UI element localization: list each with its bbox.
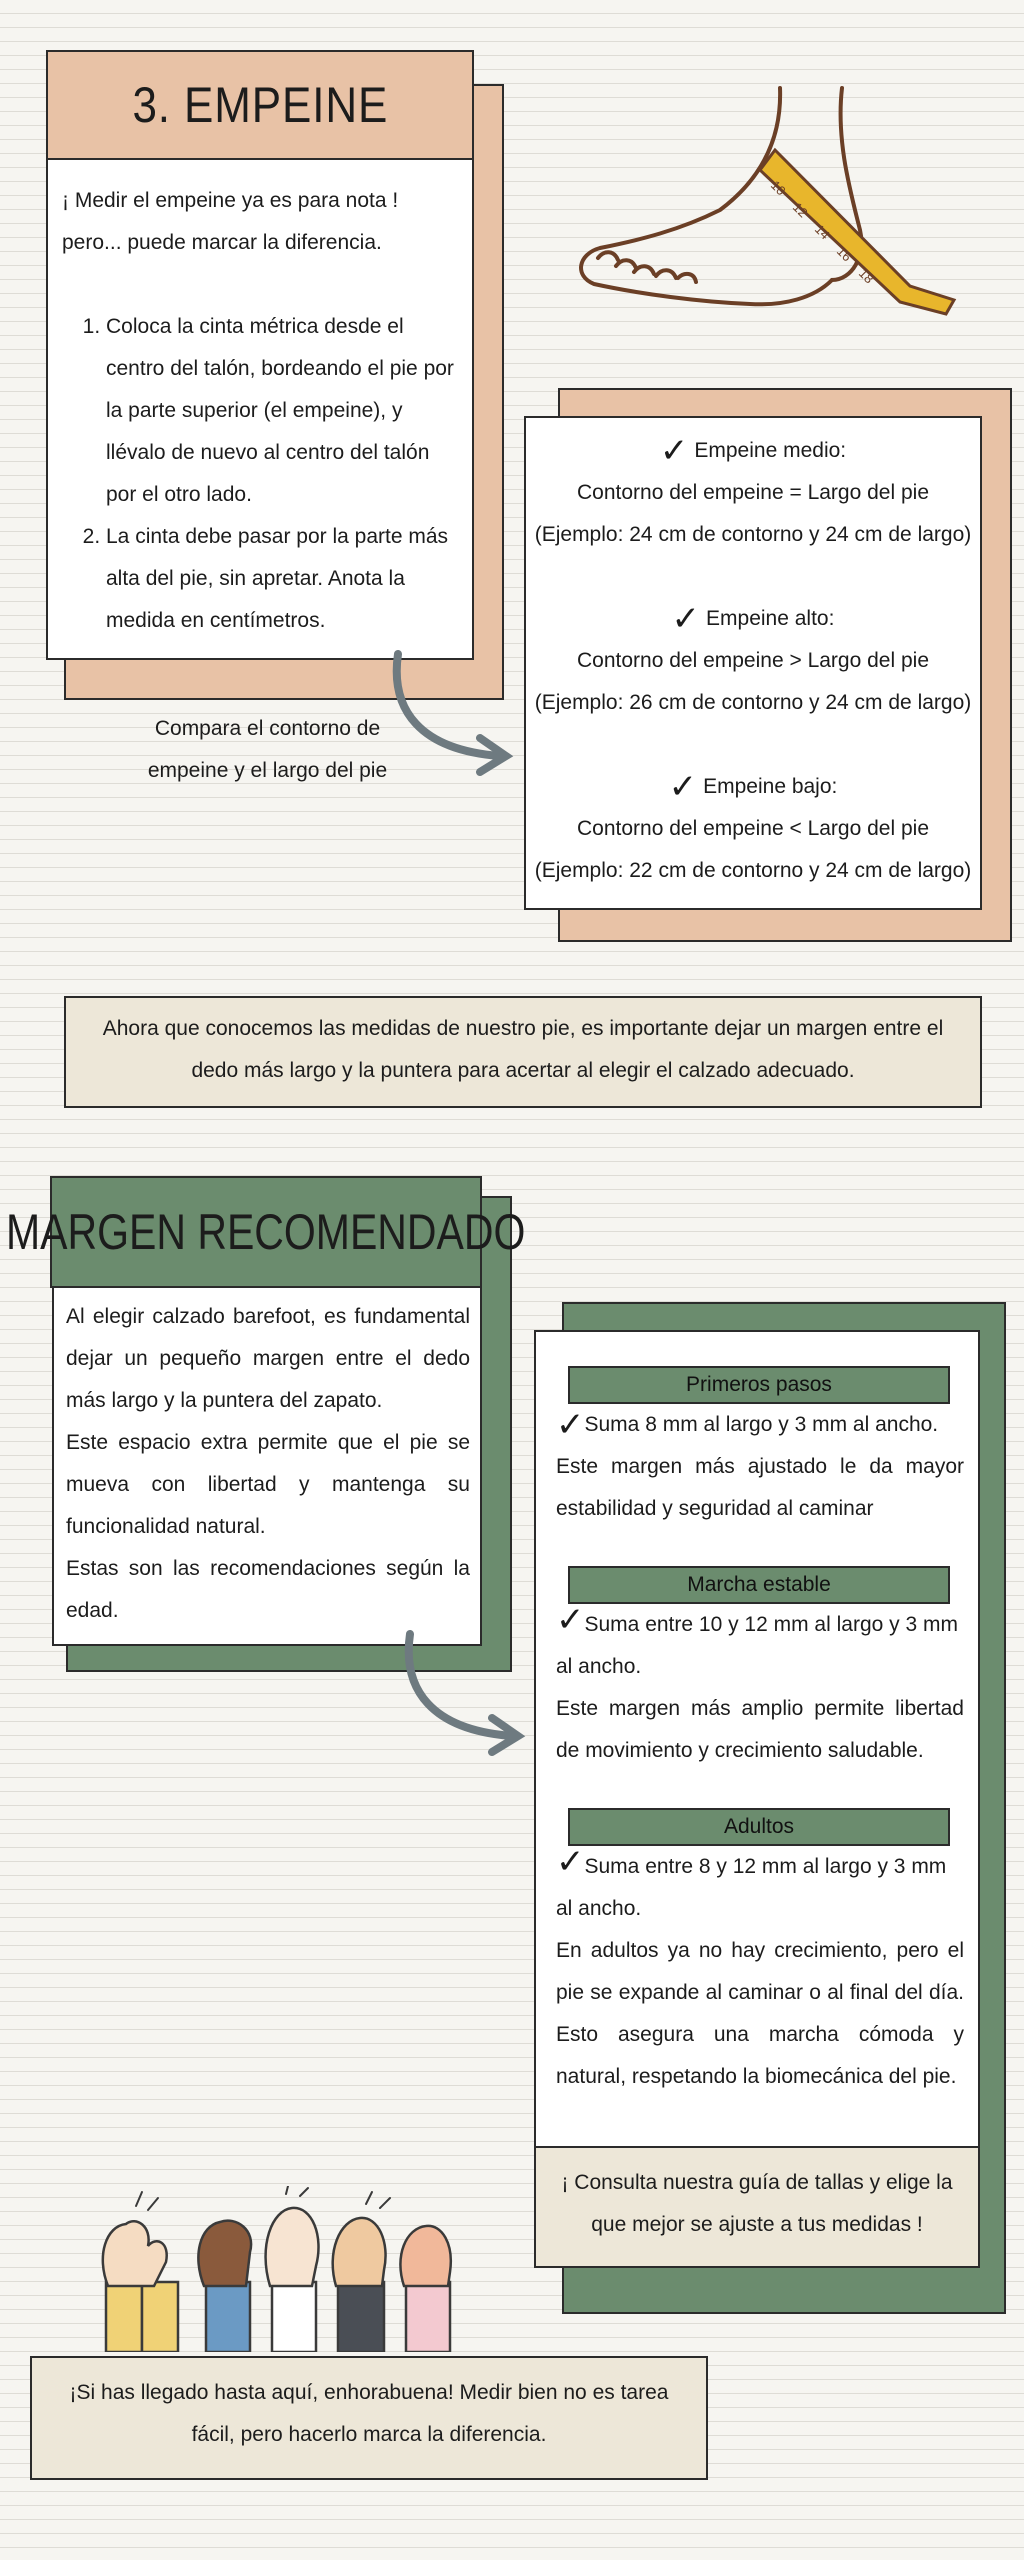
empeine-type-example: (Ejemplo: 26 cm de contorno y 24 cm de largo) [534,691,972,714]
recommendation-tag: Marcha estable [568,1566,950,1604]
curved-arrow-icon [380,650,530,780]
empeine-type-rule: Contorno del empeine = Largo del pie [577,481,929,504]
margen-title: MARGEN RECOMENDADO [6,1204,526,1260]
recommendation-adultos [556,1808,964,2098]
empeine-step: 1. Coloca la cinta métrica desde el centro del talón, bordeando el pie por la parte superior (el empeine), y llévalo de nuevo al centro del talón por el otro lado. [106,306,456,516]
check-icon: ✓ [659,432,689,470]
recommendation-measure: Suma entre 10 y 12 mm al largo y 3 mm al ancho. [556,1613,958,1678]
empeine-type-title: Empeine bajo: [703,775,838,798]
margen-title-box [6,1176,526,1288]
empeine-type-title: Empeine alto: [706,607,835,630]
recommendation-marcha-estable [556,1566,964,1772]
check-icon: ✓ [556,1601,585,1639]
tape-number: 10 [767,177,789,199]
recommendation-tag: Adultos [568,1808,950,1846]
empeine-type-rule: Contorno del empeine > Largo del pie [577,649,929,672]
empeine-title: 3. EMPEINE [132,77,388,133]
check-icon: ✓ [556,1406,585,1444]
guide-note: ¡ Consulta nuestra guía de tallas y elige la que mejor se ajuste a tus medidas ! [534,2146,980,2268]
check-icon: ✓ [671,600,701,638]
curved-arrow-icon [392,1630,542,1760]
empeine-step: 2. La cinta debe pasar por la parte más alta del pie, sin apretar. Anota la medida en centímetros. [106,516,456,642]
compare-note: Compara el contorno de empeine y el largo del pie [147,717,388,782]
tape-number: 12 [789,199,811,221]
empeine-type-medio [526,430,980,556]
transition-note: Ahora que conocemos las medidas de nuestro pie, es importante dejar un margen entre el dedo más largo y la puntera para acertar al elegir el calzado adecuado. [64,996,982,1108]
empeine-type-bajo [526,766,980,892]
empeine-type-example: (Ejemplo: 24 cm de contorno y 24 cm de largo) [534,523,972,546]
recommendation-measure: Suma entre 8 y 12 mm al largo y 3 mm al ancho. [556,1855,947,1920]
empeine-type-example: (Ejemplo: 22 cm de contorno y 24 cm de largo) [534,859,972,882]
empeine-steps [22,306,456,642]
recommendation-measure: Suma 8 mm al largo y 3 mm al ancho. [584,1413,939,1436]
empeine-type-rule: Contorno del empeine < Largo del pie [577,817,929,840]
recommendation-detail: Este margen más ajustado le da mayor estabilidad y seguridad al caminar [556,1455,964,1520]
margen-paragraph: Este espacio extra permite que el pie se mueva con libertad y mantenga su funcionalidad natural. [66,1431,470,1538]
recommendation-detail: Este margen más amplio permite libertad de movimiento y crecimiento saludable. [556,1697,964,1762]
margen-intro-card [52,1286,482,1646]
recommendation-tag: Primeros pasos [568,1366,950,1404]
final-note: ¡Si has llegado hasta aquí, enhorabuena! Medir bien no es tarea fácil, pero hacerlo marca la diferencia. [30,2356,708,2480]
margen-paragraph: Al elegir calzado barefoot, es fundamental dejar un pequeño margen entre el dedo más largo y la puntera del zapato. [66,1305,470,1412]
empeine-type-alto [526,598,980,724]
empeine-types-card [524,416,982,910]
recommendations-card [534,1330,980,2148]
clapping-hands-illustration [96,2186,516,2352]
measuring-tape [760,150,954,314]
check-icon: ✓ [556,1843,585,1881]
empeine-intro: ¡ Medir el empeine ya es para nota ! pero... puede marcar la diferencia. [62,189,399,254]
empeine-title-box [46,50,474,160]
recommendation-primeros-pasos [556,1366,964,1530]
empeine-instructions-card [46,158,474,660]
margen-paragraph: Estas son las recomendaciones según la edad. [66,1557,470,1622]
empeine-type-title: Empeine medio: [694,439,847,462]
tape-number: 16 [833,243,855,265]
check-icon: ✓ [668,768,698,806]
recommendation-detail: En adultos ya no hay crecimiento, pero el pie se expande al caminar o al final del día. Esto asegura una marcha cómoda y natural, respetando la biomecánica del pie. [556,1939,964,2088]
foot-with-tape-illustration [570,80,960,320]
tape-number: 18 [855,265,877,287]
tape-number: 14 [811,221,833,243]
